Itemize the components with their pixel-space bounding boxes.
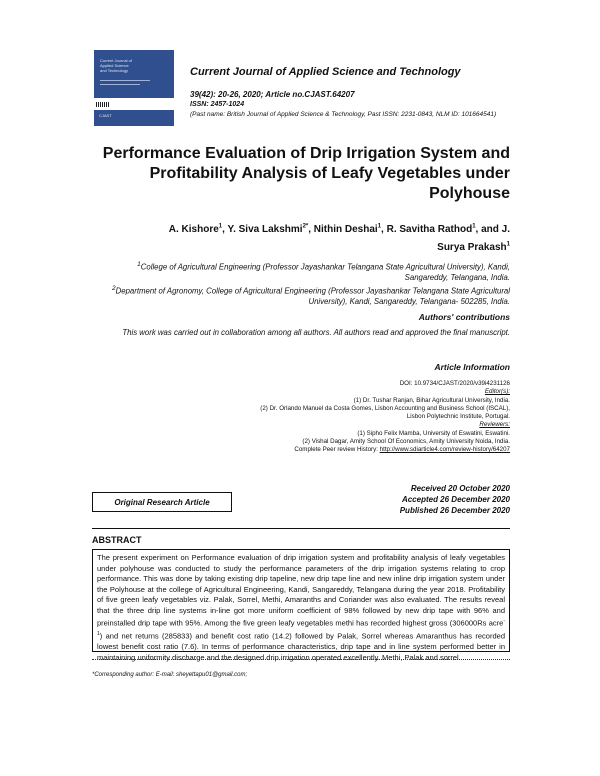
article-type-badge: [92, 492, 232, 512]
author-list: [140, 220, 510, 255]
barcode-icon: [96, 102, 110, 107]
footnote-divider: [92, 659, 510, 660]
cover-line-2: Applied Science: [100, 63, 129, 68]
affiliation: $^1$College of Agricultural Engineering (Professor Jayashankar Telangana State Agricultural University), Kandi, Sangareddy, Telangana, India.: [137, 261, 510, 283]
editors-label: Editor(s):: [484, 388, 510, 396]
banner-label: CJAST: [99, 113, 112, 118]
article-info: [180, 380, 510, 455]
article-dates: [300, 483, 510, 516]
editor: (1) Dr. Tushar Ranjan, Bihar Agricultural University, India.: [353, 396, 510, 404]
volume-line: 39(42): 20-26, 2020; Article no.CJAST.64207: [190, 90, 355, 99]
affiliation: $^2$Department of Agronomy, College of Agricultural Engineering (Professor Jayashankar Telangana State Agricultural University), Kandi, Sangareddy, Telangana- 502285, India.: [111, 284, 510, 306]
review-history-link[interactable]: http://www.sdiarticle4.com/review-history/64207: [379, 446, 510, 454]
journal-banner-image: [94, 110, 174, 126]
editor: (2) Dr. Orlando Manuel da Costa Gomes, Lisbon Accounting and Business School (ISCAL),: [260, 404, 510, 412]
reviewers-label: Reviewers:: [479, 421, 510, 429]
doi: DOI: 10.9734/CJAST/2020/v39i4231126: [399, 380, 510, 387]
issn: ISSN: 2457-1024: [190, 101, 245, 108]
accepted-date: Accepted 26 December 2020: [401, 495, 510, 504]
contributions-heading: Authors' contributions: [418, 312, 510, 322]
cover-line-3: and Technology: [100, 68, 128, 73]
author: R. Savitha Rathod$^1$,: [386, 224, 482, 236]
cover-decor-line: [100, 84, 140, 85]
previous-names: (Past name: British Journal of Applied Science & Technology, Past ISSN: 2231-0843, NLM ID: 101664541): [190, 111, 497, 118]
author: A. Kishore$^1$,: [168, 224, 228, 236]
article-type-label: Original Research Article: [114, 497, 210, 507]
journal-name: Current Journal of Applied Science and Technology: [190, 66, 461, 78]
cover-line-1: Current Journal of: [100, 58, 133, 63]
corresponding-author: *Corresponding author: E-mail: sheyettapu01@gmail.com;: [92, 672, 248, 678]
article-info-heading: Article Information: [434, 362, 510, 372]
cover-decor-line: [100, 80, 150, 81]
abstract-box: [92, 549, 510, 662]
contributions-text: This work was carried out in collaboration among all authors. All authors read and approved the final manuscript.: [122, 328, 510, 337]
journal-cover-image: [94, 50, 174, 98]
cover-text: [100, 58, 140, 73]
author: Nithin Deshai$^1$,: [313, 224, 387, 236]
author: Y. Siva Lakshmi$^{2*}$,: [227, 224, 314, 236]
received-date: Received 20 October 2020: [410, 484, 510, 493]
abstract-text: The present experiment on Performance evaluation of drip irrigation system and profitability analysis of leafy vegetables under polyhouse was conducted to study the performance parameters of the drip irrigation systems relating to crop performance. This was done by taking existing drip tapeline, new drip tape line and new inline drip irrigation system under the Polyhouse at the college of Agricultural Engineering, Kandi, Sangareddy, Telangana during the year 2018. Profitability of five green leafy vegetables viz. Palak, Sorrel, Methi, Amaranths and Coriander was also evaluated. The results reveal that the three drip line systems in-line got more uniform coefficient of 98% followed by new drip tape with 96% and preinstalled drip tape with 95%. Among the five green leafy vegetables methi has recorded highest gross (306000Rs acre$^{-1}$) and net returns (285833) and benefit cost ratio (14.2) followed by Palak, Sorrel whereas Amaranthus has recorded lowest benefit cost ratio (7.6). In terms of performance characteristics, drip tape and in line system performed better in maintaining uniformity discharge and the designed drip irrigation operated excellently. Methi, Palak and sorrel: [97, 553, 505, 662]
affiliations: [92, 260, 510, 307]
paper-title: Performance Evaluation of Drip Irrigation System and Profitability Analysis of Leafy Vegetables under Polyhouse: [102, 145, 510, 202]
reviewer: (2) Vishal Dagar, Amity School Of Economics, Amity University Noida, India.: [302, 438, 510, 446]
editor-affiliation: Lisbon Polytechnic Institute, Portugal.: [406, 413, 510, 421]
divider: [92, 528, 510, 529]
published-date: Published 26 December 2020: [399, 506, 510, 515]
reviewer: (1) Sipho Felix Mamba, University of Eswatini, Eswatini.: [357, 429, 510, 437]
review-history-label: Complete Peer review History:: [294, 446, 380, 454]
review-history: [180, 446, 510, 454]
author: and J. Surya Prakash$^1$: [437, 224, 510, 253]
abstract-heading: ABSTRACT: [92, 535, 142, 545]
